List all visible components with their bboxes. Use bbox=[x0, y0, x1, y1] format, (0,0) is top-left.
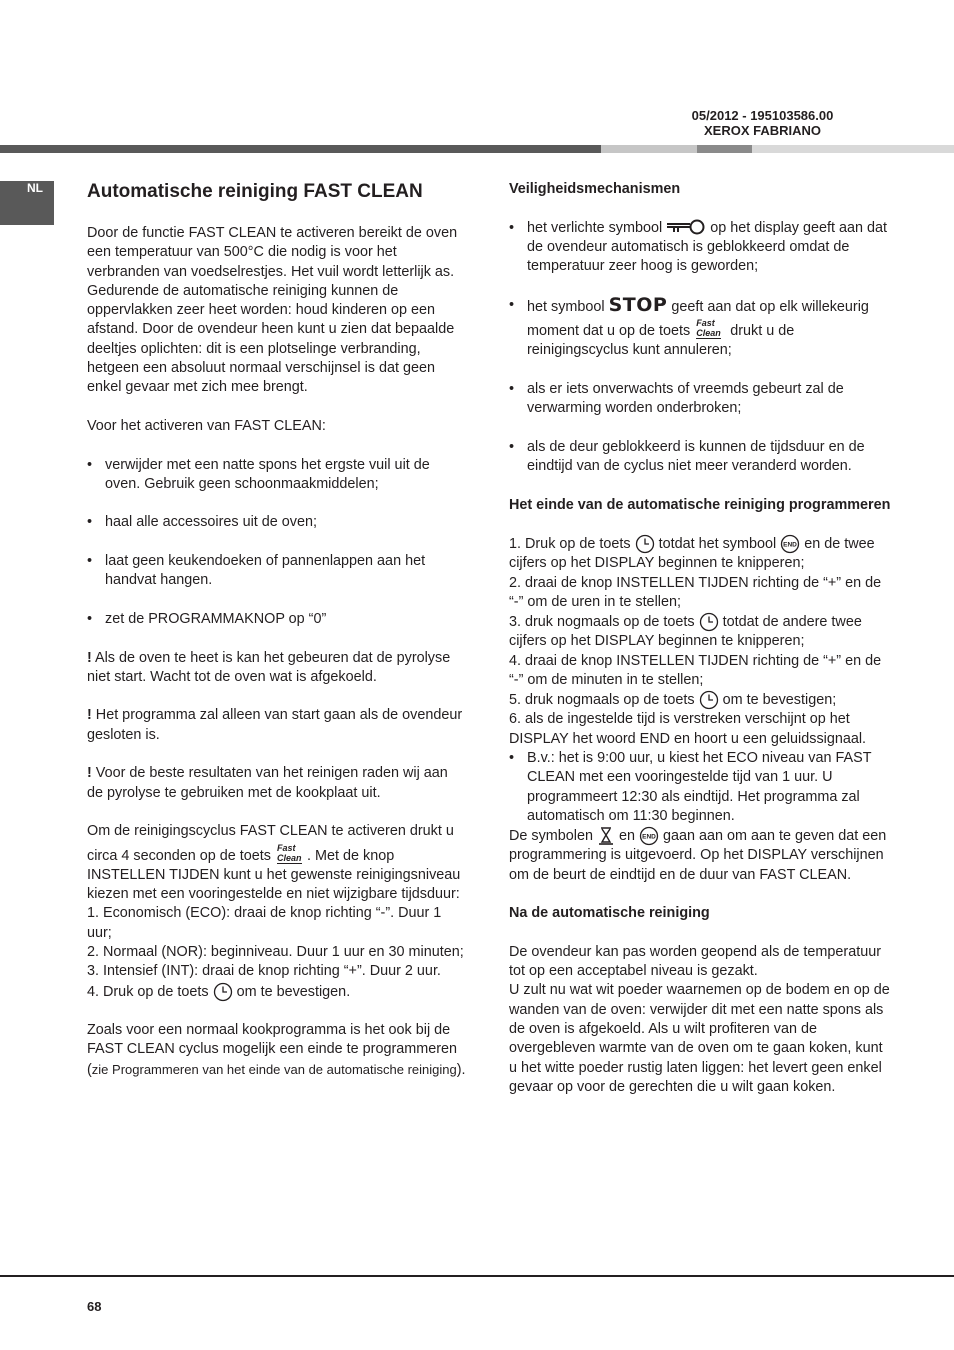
list-item bbox=[509, 293, 894, 361]
paragraph-text: en bbox=[618, 827, 635, 844]
list-item bbox=[509, 534, 894, 573]
subsection-title: Het einde van de automatische reiniging programmeren bbox=[509, 496, 891, 513]
paragraph bbox=[87, 1021, 467, 1080]
header-bar-pale bbox=[752, 145, 954, 153]
list-item: 2. draai de knop INSTELLEN TIJDEN richting de “+” en de “-” om de uren in te stellen; bbox=[509, 574, 882, 611]
fast-clean-icon-bottom: Clean bbox=[277, 852, 302, 863]
list-item: 3. Intensief (INT): draai de knop richting “+”. Duur 2 uur. bbox=[87, 963, 441, 980]
list-item-text: 5. druk nogmaals op de toets bbox=[509, 692, 695, 709]
list-item: • als er iets onverwachts of vreemds gebeurt zal de verwarming worden onderbroken; bbox=[509, 380, 894, 419]
fast-clean-icon-top: Fast bbox=[696, 318, 715, 329]
header-bar-dark bbox=[0, 145, 601, 153]
list-item-text: 1. Druk op de toets bbox=[509, 536, 631, 553]
subsection-title: Veiligheidsmechanismen bbox=[509, 181, 681, 197]
right-column bbox=[509, 180, 894, 1097]
subsection-title: Na de automatische reiniging bbox=[509, 905, 710, 922]
list-item bbox=[509, 690, 894, 710]
list-item: • laat geen keukendoeken of pannenlappen aan het handvat hangen. bbox=[87, 552, 467, 591]
fast-clean-icon bbox=[694, 317, 726, 341]
paragraph: Door de functie FAST CLEAN te activeren bereikt de oven een temperatuur van 500°C die nodig is voor het verbranden van voedselrestjes. Het vuil wordt letterlijk as. bbox=[87, 225, 458, 280]
fast-clean-icon-bottom: Clean bbox=[696, 328, 721, 339]
list-item-text: drukt u de reinigingscyclus kunt annuleren; bbox=[527, 323, 795, 359]
warning-note bbox=[87, 706, 467, 745]
fast-clean-icon-top: Fast bbox=[277, 842, 296, 853]
list-item: 2. Normaal (NOR): beginniveau. Duur 1 uur en 30 minuten; bbox=[87, 943, 464, 960]
warning-mark: ! bbox=[87, 765, 92, 782]
document-code bbox=[640, 108, 885, 138]
warning-mark: ! bbox=[87, 707, 92, 724]
list-item: • verwijder met een natte spons het ergste vuil uit de oven. Gebruik geen schoonmaakmiddelen; bbox=[87, 456, 467, 495]
warning-text: Het programma zal alleen van start gaan als de ovendeur gesloten is. bbox=[87, 707, 463, 743]
list-item: 6. als de ingestelde tijd is verstreken verschijnt op het DISPLAY het woord END en hoort u een geluidssignaal. bbox=[509, 711, 867, 747]
document-code-line2: XEROX FABRIANO bbox=[703, 123, 821, 138]
document-code-line1: 05/2012 - 195103586.00 bbox=[691, 108, 834, 123]
duration-icon bbox=[597, 826, 615, 846]
list-item-text: om te bevestigen. bbox=[236, 983, 351, 1000]
list-item: 4. draai de knop INSTELLEN TIJDEN richting de “+” en de “-” om de minuten in te stellen; bbox=[509, 652, 882, 689]
list-item-text: 3. druk nogmaals op de toets bbox=[509, 614, 695, 631]
paragraph-text: Om de reinigingscyclus FAST CLEAN te activeren drukt u circa 4 seconden op de toets bbox=[87, 823, 454, 864]
header-bar-light bbox=[601, 145, 697, 153]
warning-mark: ! bbox=[87, 649, 92, 666]
key-lock-icon bbox=[666, 219, 706, 237]
paragraph-text: De symbolen bbox=[509, 827, 593, 844]
paragraph bbox=[87, 822, 467, 904]
footer-divider bbox=[0, 1275, 954, 1277]
list-item bbox=[87, 982, 467, 1002]
end-icon-label: END bbox=[783, 541, 798, 549]
list-item-text: om te bevestigen; bbox=[722, 692, 837, 709]
end-icon bbox=[780, 534, 800, 554]
end-icon bbox=[639, 826, 659, 846]
header-bar-mid bbox=[697, 145, 752, 153]
paragraph: De ovendeur kan pas worden geopend als de temperatuur tot op een acceptabel niveau is gezakt. bbox=[509, 943, 882, 980]
list-item-text: totdat de andere twee cijfers op het DISPLAY beginnen te knipperen; bbox=[509, 614, 862, 650]
list-item-text: en de twee cijfers op het DISPLAY beginnen te knipperen; bbox=[509, 536, 875, 572]
warning-text: Voor de beste resultaten van het reinigen raden wij aan de pyrolyse te gebruiken met de kookplaat uit. bbox=[87, 765, 448, 801]
list-item: • haal alle accessoires uit de oven; bbox=[87, 513, 467, 532]
list-item: • als de deur geblokkeerd is kunnen de tijdsduur en de eindtijd van de cyclus niet meer veranderd worden. bbox=[509, 438, 894, 477]
left-column bbox=[87, 180, 467, 1080]
list-item bbox=[509, 219, 894, 277]
paragraph-text: ). bbox=[456, 1061, 466, 1078]
clock-icon bbox=[699, 612, 719, 632]
list-item-text: geeft aan dat op elk willekeurig moment dat u op de toets bbox=[527, 298, 869, 340]
fast-clean-icon bbox=[275, 842, 307, 866]
warning-note bbox=[87, 649, 467, 688]
paragraph: Gedurende de automatische reiniging kunnen de oppervlakken zeer heet worden: houd kinderen op een afstand. Door de ovendeur heen kunt u zien dat bepaalde deeltjes oplichten: dit is een plotselinge verbranding, hetgeen een absoluut normaal verschijnsel is dat geen enkel gevaar met zich mee brengt. bbox=[87, 282, 455, 396]
paragraph bbox=[509, 826, 894, 885]
cross-reference: zie Programmeren van het einde van de automatische reiniging bbox=[91, 1061, 457, 1077]
paragraph-text: . Met de knop INSTELLEN TIJDEN kunt u het gewenste reinigingsniveau kiezen met een vooringestelde en niet wijzigbare tijdsduur: bbox=[87, 847, 461, 903]
list-item: 1. Economisch (ECO): draai de knop richting “-”. Duur 1 uur; bbox=[87, 905, 442, 941]
clock-icon bbox=[213, 982, 233, 1002]
page-number: 68 bbox=[87, 1299, 102, 1314]
warning-note bbox=[87, 764, 467, 803]
list-item-text: het verlichte symbool bbox=[527, 219, 663, 236]
section-title: Automatische reiniging FAST CLEAN bbox=[87, 181, 423, 202]
list-item-text: totdat het symbool bbox=[658, 536, 777, 553]
end-icon-label: END bbox=[642, 833, 656, 841]
clock-icon bbox=[699, 690, 719, 710]
paragraph: Voor het activeren van FAST CLEAN: bbox=[87, 417, 326, 434]
clock-icon bbox=[635, 534, 655, 554]
list-item bbox=[509, 612, 894, 651]
list-item-text: op het display geeft aan dat de ovendeur automatisch is geblokkeerd omdat de temperatuur zeer hoog is geworden; bbox=[527, 219, 888, 275]
language-tab-label: NL bbox=[27, 181, 43, 195]
paragraph: U zult nu wat wit poeder waarnemen op de bodem en op de wanden van de oven: verwijder dit met een natte spons als de oven is afgekoeld. Als u wilt profiteren van de overgebleven warmte van de oven om te gaan koken, kunt u het witte poeder rustig laten liggen: het levert geen enkel gevaar op voor de gerechten die u wilt gaan koken. bbox=[509, 982, 890, 1095]
language-tab bbox=[0, 181, 54, 225]
paragraph-text: Zoals voor een normaal kookprogramma is het ook bij de FAST CLEAN cyclus mogelijk een einde te programmeren ( bbox=[87, 1021, 458, 1078]
paragraph-text: gaan aan om aan te geven dat een programmering is uitgevoerd. Op het DISPLAY verschijnen om de beurt de eindtijd en de duur van FAST CLEAN. bbox=[509, 827, 887, 883]
warning-text: Als de oven te heet is kan het gebeuren dat de pyrolyse niet start. Wacht tot de oven wat is afgekoeld. bbox=[87, 649, 451, 685]
list-item: • zet de PROGRAMMAKNOP op “0” bbox=[87, 610, 467, 629]
list-item-text: 4. Druk op de toets bbox=[87, 983, 209, 1000]
stop-icon: STOP bbox=[608, 293, 668, 316]
example-item: • B.v.: het is 9:00 uur, u kiest het ECO niveau van FAST CLEAN met een vooringestelde tijd van 1 uur. U programmeert 12:30 als eindtijd. Het programma zal automatisch om 11:30 beginnen. bbox=[509, 749, 894, 826]
list-item-text: het symbool bbox=[527, 298, 605, 315]
